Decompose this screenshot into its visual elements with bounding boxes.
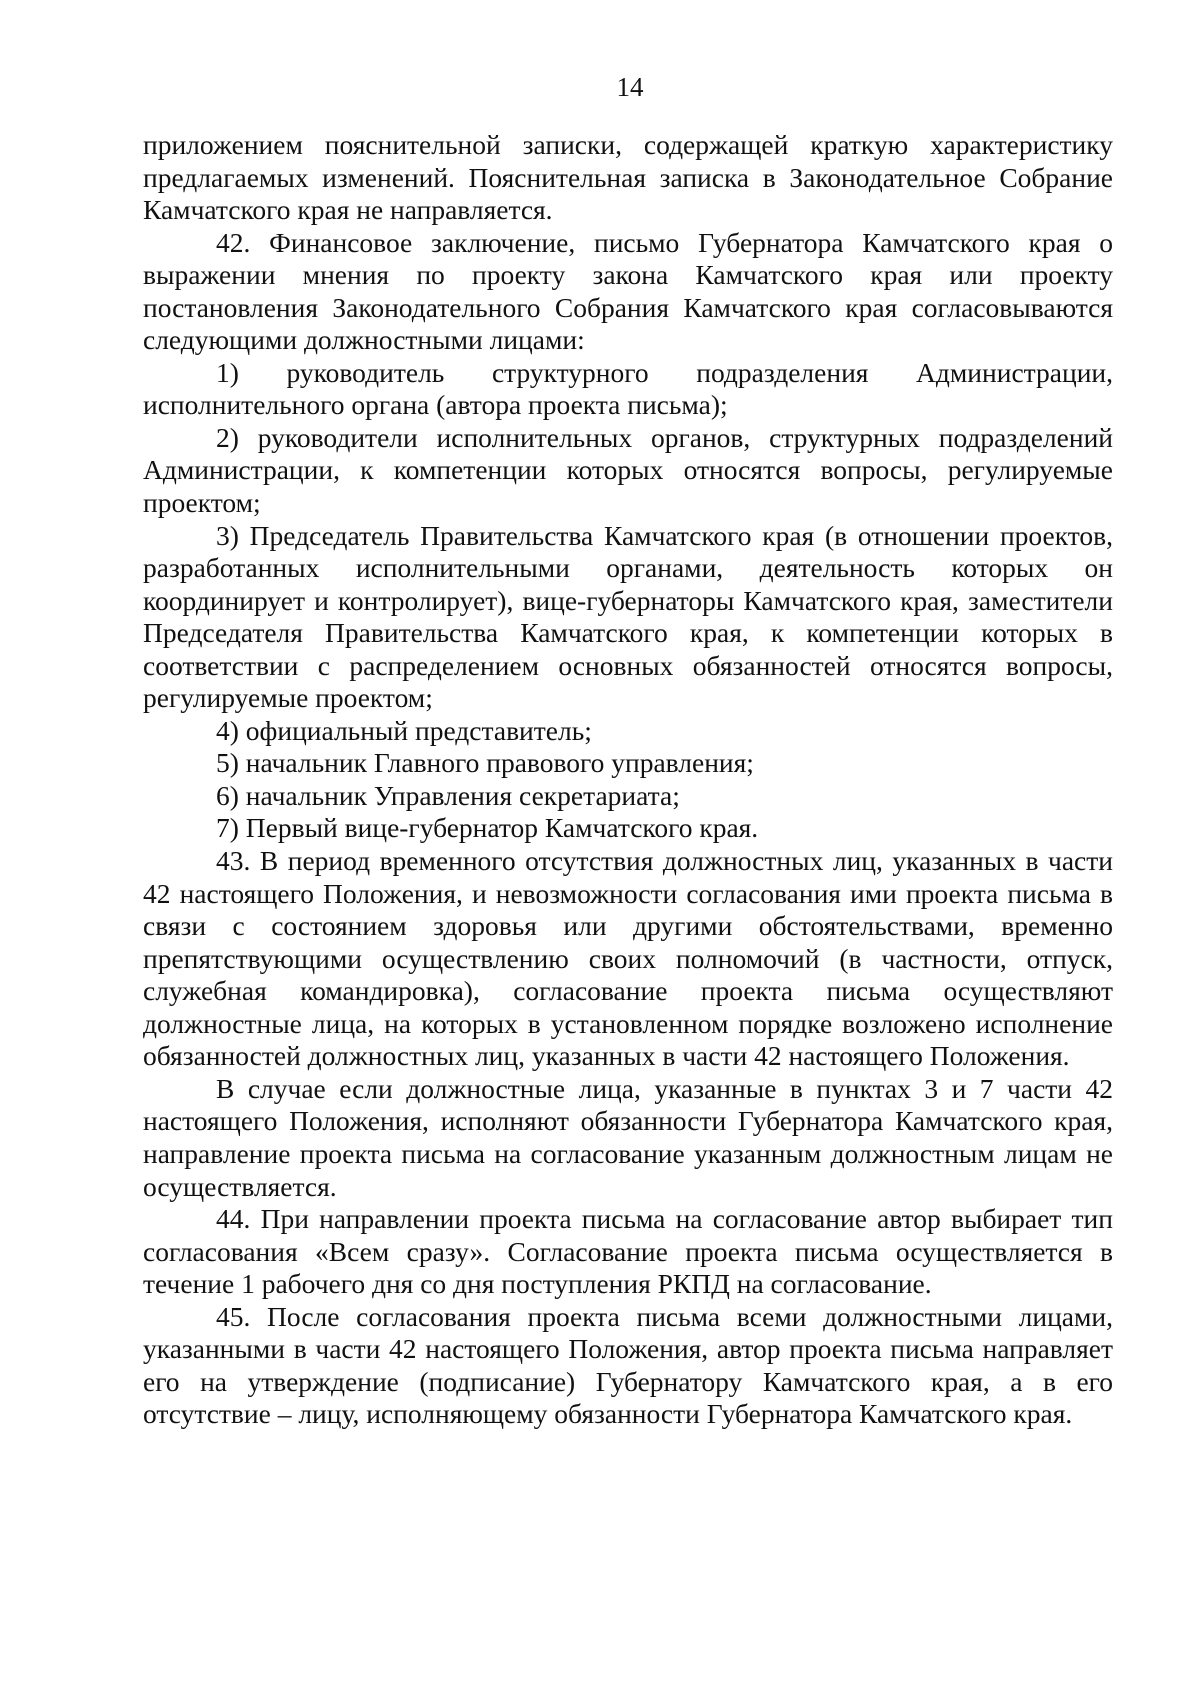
paragraph-clause-45: 45. После согласования проекта письма всеми должностными лицами, указанными в части 42 настоящего Положения, автор проекта письма направляет его на утверждение (подписание) Губернатору Камчатского края, а в его отсутствие – лицу, исполняющему обязанности Губернатора Камчатского края. — [143, 1300, 1113, 1430]
document-body — [143, 129, 1113, 1431]
list-item-7: 7) Первый вице-губернатор Камчатского края. — [216, 812, 759, 844]
list-item-5: 5) начальник Главного правового управления; — [216, 747, 754, 779]
list-item-4: 4) официальный представитель; — [216, 714, 592, 746]
list-item-3: 3) Председатель Правительства Камчатского края (в отношении проектов, разработанных исполнительными органами, деятельность которых он координирует и контролирует), вице-губернаторы Камчатского края, заместители Председателя Правительства Камчатского края, к компетенции которых в соответствии с распределением основных обязанностей относятся вопросы, регулируемые проектом; — [143, 519, 1113, 714]
paragraph-clause-42: 42. Финансовое заключение, письмо Губернатора Камчатского края о выражении мнения по проекту закона Камчатского края или проекту постановления Законодательного Собрания Камчатского края согласовываются следующими должностными лицами: — [143, 226, 1113, 356]
list-item-2: 2) руководители исполнительных органов, структурных подразделений Администрации, к компетенции которых относятся вопросы, регулируемые проектом; — [143, 421, 1113, 519]
list-item-1: 1) руководитель структурного подразделения Администрации, исполнительного органа (автора проекта письма); — [143, 356, 1113, 421]
paragraph-clause-44: 44. При направлении проекта письма на согласование автор выбирает тип согласования «Всем сразу». Согласование проекта письма осуществляется в течение 1 рабочего дня со дня поступления РКПД на согласование. — [143, 1203, 1113, 1300]
paragraph-clause-43-note: В случае если должностные лица, указанные в пунктах 3 и 7 части 42 настоящего Положения, исполняют обязанности Губернатора Камчатского края, направление проекта письма на согласование указанным должностным лицам не осуществляется. — [143, 1072, 1113, 1202]
paragraph-clause-43: 43. В период временного отсутствия должностных лиц, указанных в части 42 настоящего Положения, и невозможности согласования ими проекта письма в связи с состоянием здоровья или другими обстоятельствами, временно препятствующими осуществлению своих полномочий (в частности, отпуск, служебная командировка), согласование проекта письма осуществляют должностные лица, на которых в установленном порядке возложено исполнение обязанностей должностных лиц, указанных в части 42 настоящего Положения. — [143, 845, 1113, 1072]
paragraph-continuation: приложением пояснительной записки, содержащей краткую характеристику предлагаемых изменений. Пояснительная записка в Законодательное Собрание Камчатского края не направляется. — [143, 129, 1113, 226]
list-item-6: 6) начальник Управления секретариата; — [216, 779, 680, 811]
page-number: 14 — [616, 72, 644, 102]
